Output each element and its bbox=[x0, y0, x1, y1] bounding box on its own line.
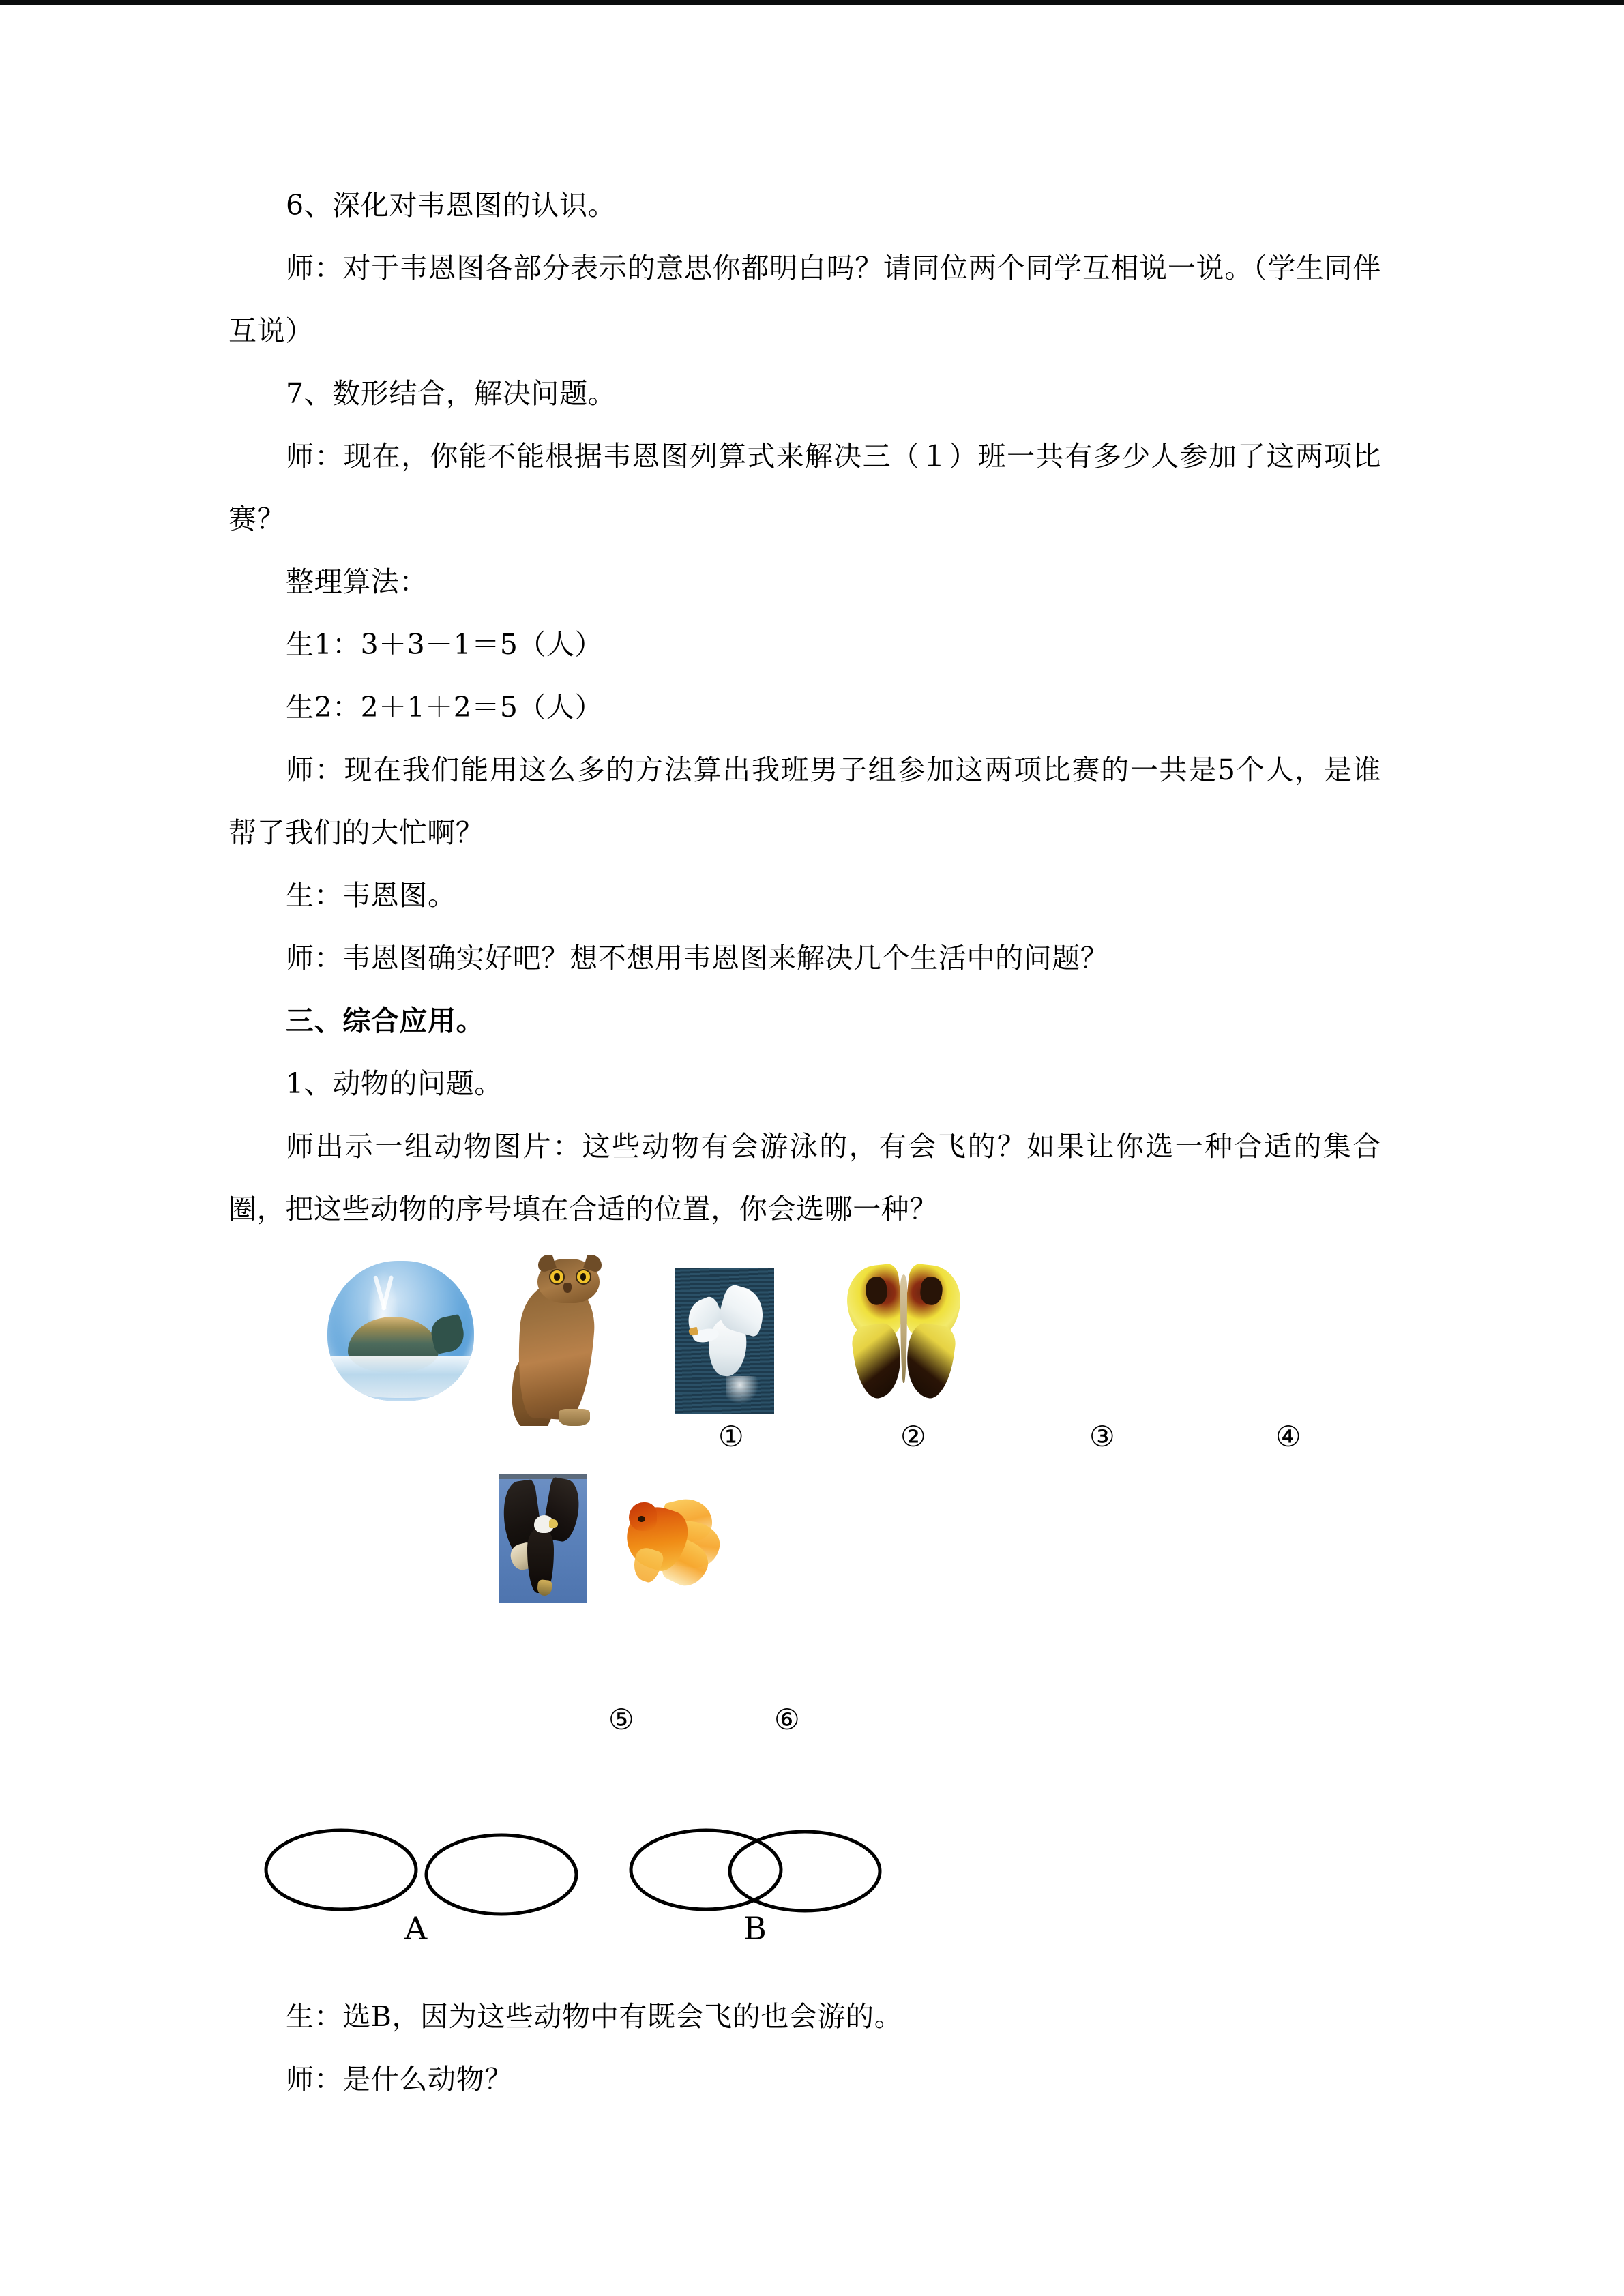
owl-eye-right-shape bbox=[576, 1269, 591, 1285]
number-label-2: ② bbox=[900, 1420, 926, 1453]
butterfly-picture bbox=[842, 1259, 965, 1406]
butterfly-body-shape bbox=[900, 1274, 908, 1383]
paragraph-line: 师出示一组动物图片：这些动物有会游泳的，有会飞的？如果让你选一种合适的集合圈，把这些动物的序号填在合适的位置，你会选哪一种？ bbox=[228, 1130, 1381, 1225]
number-label-3: ③ bbox=[1089, 1420, 1115, 1453]
owl-feet-shape bbox=[559, 1409, 590, 1426]
paragraph-line: 师：韦恩图确实好吧？想不想用韦恩图来解决几个生活中的问题？ bbox=[286, 942, 1109, 974]
butterfly-lower-wing-left-shape bbox=[850, 1321, 906, 1400]
eagle-picture bbox=[499, 1474, 587, 1603]
venn-options-figure bbox=[228, 1812, 1381, 1982]
document-body bbox=[228, 174, 1381, 2111]
venn-option-shapes bbox=[228, 1812, 1381, 1948]
butterfly-lower-wing-right-shape bbox=[901, 1321, 958, 1400]
goldfish-eye-shape bbox=[638, 1516, 645, 1523]
eagle-beak-shape bbox=[549, 1519, 558, 1528]
option-b-label: B bbox=[743, 1910, 767, 1947]
whale-picture bbox=[327, 1261, 474, 1401]
section-heading: 三、综合应用。 bbox=[286, 1004, 485, 1037]
paragraph-line: 7、数形结合，解决问题。 bbox=[286, 377, 617, 410]
option-b-ellipse-left bbox=[631, 1830, 781, 1909]
whale-sea-shape bbox=[327, 1356, 474, 1398]
paragraph-line: 整理算法： bbox=[286, 565, 428, 598]
equation-line-1: 生1：3＋3－1＝5（人） bbox=[286, 628, 603, 661]
option-a-ellipse-right bbox=[426, 1835, 576, 1914]
option-a-label: A bbox=[404, 1910, 428, 1947]
paragraph-line: 1、动物的问题。 bbox=[286, 1067, 503, 1100]
option-b-ellipse-right bbox=[730, 1832, 880, 1911]
number-label-1: ① bbox=[718, 1420, 744, 1453]
goldfish-picture bbox=[621, 1487, 726, 1596]
whale-spout-shape bbox=[367, 1269, 399, 1320]
number-label-6: ⑥ bbox=[774, 1703, 800, 1736]
paragraph-line: 生：韦恩图。 bbox=[286, 879, 456, 912]
paragraph-line: 师：是什么动物？ bbox=[286, 2063, 513, 2096]
paragraph-line: 6、深化对韦恩图的认识。 bbox=[286, 189, 617, 222]
owl-eye-left-shape bbox=[549, 1269, 565, 1285]
eagle-talons-shape bbox=[537, 1579, 552, 1596]
closing-paragraphs bbox=[228, 1985, 1381, 2111]
swan-splash-shape bbox=[726, 1376, 760, 1405]
option-a-ellipse-left bbox=[266, 1830, 416, 1909]
page-top-rule bbox=[0, 0, 1624, 5]
paragraph-line: 师：对于韦恩图各部分表示的意思你都明白吗？请同位两个同学互相说一说。（学生同伴互说） bbox=[228, 252, 1381, 347]
number-label-4: ④ bbox=[1275, 1420, 1301, 1453]
paragraph-line: 师：现在我们能用这么多的方法算出我班男子组参加这两项比赛的一共是5个人，是谁帮了我们的大忙啊？ bbox=[228, 754, 1381, 849]
paragraph-line: 师：现在，你能不能根据韦恩图列算式来解决三（１）班一共有多少人参加了这两项比赛？ bbox=[228, 440, 1381, 535]
owl-picture bbox=[501, 1255, 621, 1426]
paragraph-line: 生：选B，因为这些动物中有既会飞的也会游的。 bbox=[286, 2000, 903, 2033]
equation-line-2: 生2：2＋1＋2＝5（人） bbox=[286, 691, 603, 724]
swan-picture bbox=[675, 1268, 774, 1414]
number-label-5: ⑤ bbox=[608, 1703, 634, 1736]
animal-picture-figure bbox=[228, 1255, 1381, 1801]
